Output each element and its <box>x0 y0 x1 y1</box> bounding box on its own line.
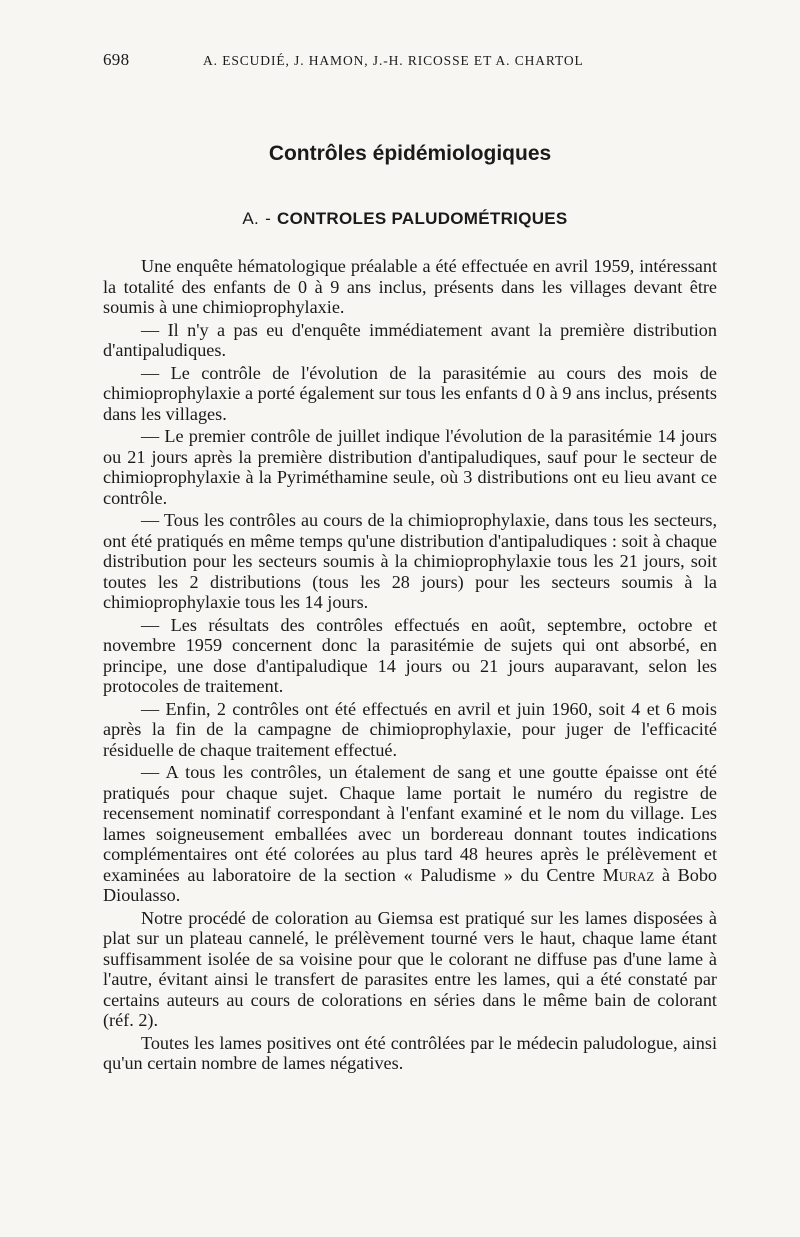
subsection-letter: A. <box>242 209 260 228</box>
paragraph-8-tail: à Bobo Dioulasso. <box>103 864 718 905</box>
body-text <box>103 256 717 1074</box>
subsection-heading: CONTROLES PALUDOMÉTRIQUES <box>277 209 568 228</box>
paragraph-5: — Tous les contrôles au cours de la chimioprophylaxie, dans tous les secteurs, ont été pratiqués en même temps qu'une distribution d'antipaludiques : soit à chaque distribution pour les secteurs soumis à la chimioprophylaxie tous les 21 jours, soit toutes les 2 distributions (tous les 28 jours) pour les secteurs soumis à la chimioprophylaxie tous les 14 jours. <box>103 510 717 612</box>
header-authors: A. ESCUDIÉ, J. HAMON, J.-H. RICOSSE ET A. CHARTOL <box>203 53 584 68</box>
paragraph-3: — Le contrôle de l'évolution de la parasitémie au cours des mois de chimioprophylaxie a porté également sur tous les enfants d 0 à 9 ans inclus, présents dans les villages. <box>103 362 717 424</box>
subsection-title <box>0 209 800 229</box>
paragraph-9: Notre procédé de coloration au Giemsa est pratiqué sur les lames disposées à plat sur un plateau cannelé, le prélèvement tourné vers le haut, chaque lame étant suffisamment isolée de sa voisine pour que le colorant ne diffuse pas d'une lame à l'autre, évitant ainsi le transfert de parasites entre les lames, qui a été constaté par certains auteurs au cours de colorations en séries dans le même bain de colorant (réf. 2). <box>103 907 717 1030</box>
paragraph-4: — Le premier contrôle de juillet indique l'évolution de la parasitémie 14 jours ou 21 jours après la première distribution d'antipaludiques, sauf pour le secteur de chimioprophylaxie à la Pyriméthamine seule, où 3 distributions ont eu lieu avant ce contrôle. <box>103 426 717 508</box>
paragraph-2: — Il n'y a pas eu d'enquête immédiatement avant la première distribution d'antipaludiques. <box>103 319 717 360</box>
paragraph-8-small-caps: Muraz <box>602 864 655 885</box>
paragraph-8 <box>103 762 717 906</box>
paragraph-7: — Enfin, 2 contrôles ont été effectués en avril et juin 1960, soit 4 et 6 mois après la fin de la campagne de chimioprophylaxie, pour juger de l'efficacité résiduelle de chaque traitement effectué. <box>103 698 717 760</box>
running-header <box>103 50 727 74</box>
section-title: Contrôles épidémiologiques <box>268 142 552 165</box>
paragraph-6: — Les résultats des contrôles effectués en août, septembre, octobre et novembre 1959 concernent donc la parasitémie de sujets qui ont absorbé, en principe, une dose d'antipaludique 14 jours ou 21 jours auparavant, selon les protocoles de traitement. <box>103 614 717 696</box>
paragraph-1: Une enquête hématologique préalable a été effectuée en avril 1959, intéressant la totalité des enfants de 0 à 9 ans inclus, présents dans les villages devant être soumis à une chimioprophylaxie. <box>103 256 717 317</box>
paragraph-10: Toutes les lames positives ont été contrôlées par le médecin paludologue, ainsi qu'un certain nombre de lames négatives. <box>103 1032 717 1073</box>
subsection-separator: - <box>265 209 272 228</box>
paragraph-8-text: — A tous les contrôles, un étalement de sang et une goutte épaisse ont été pratiqués pour chaque sujet. Chaque lame portait le numéro du registre de recensement nominatif correspondant à l'enfant examiné et le nom du village. Les lames soigneusement emballées avec un bordereau donnant toutes indications complémentaires ont été colorées au plus tard 48 heures après le prélèvement et examinées au laboratoire de la section « Paludisme » du Centre <box>103 762 717 885</box>
page-number: 698 <box>103 50 130 69</box>
